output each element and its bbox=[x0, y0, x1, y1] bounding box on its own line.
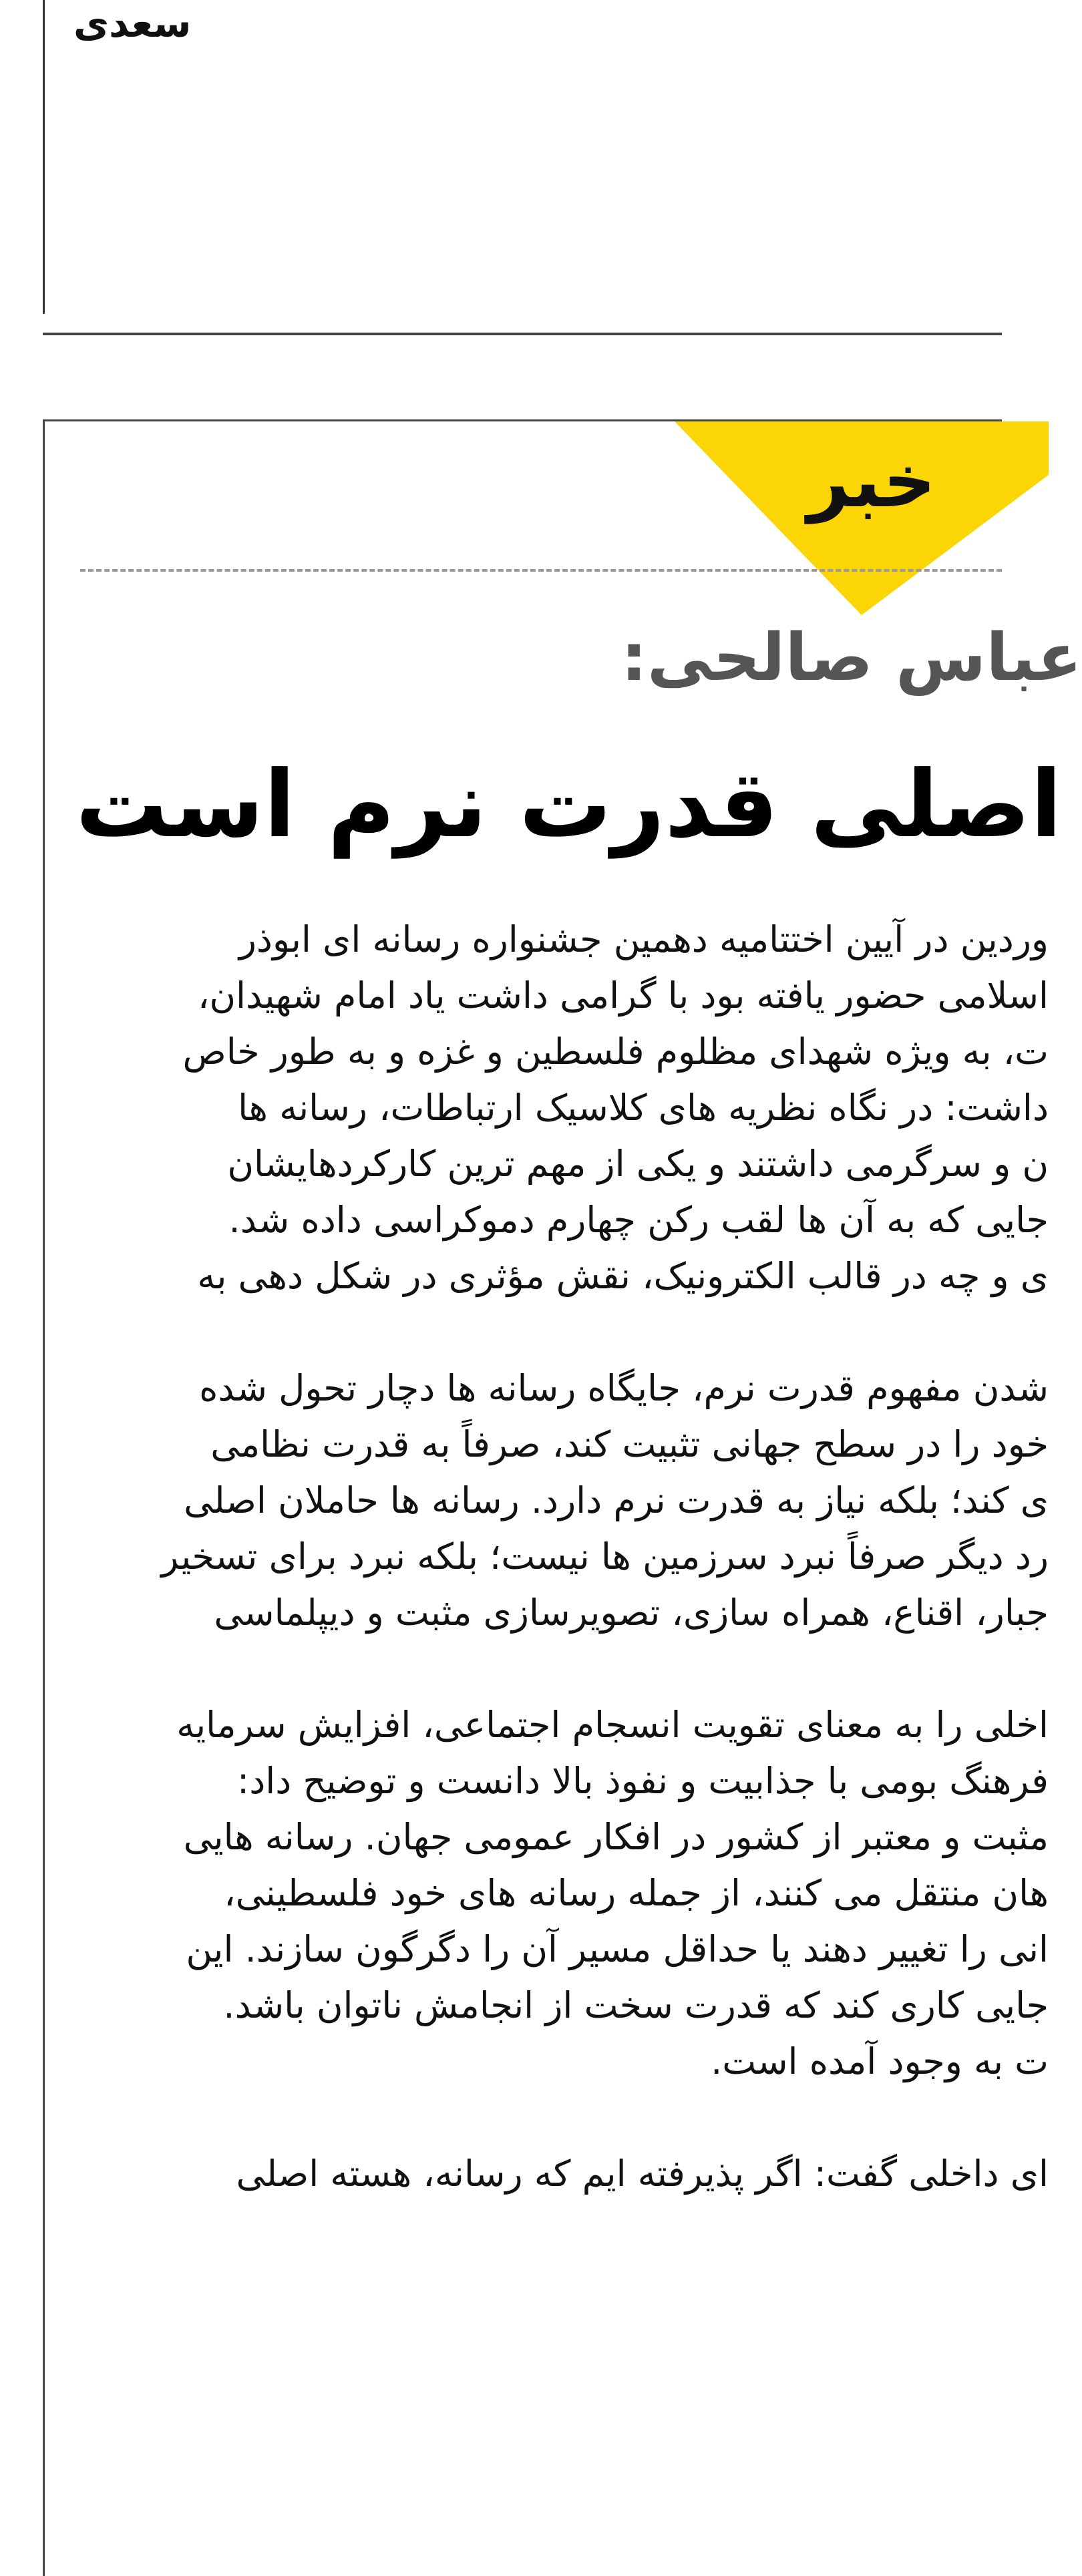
text-line: فرهنگ بومی با جذابیت و نفوذ بالا دانست و توضیح داد: bbox=[237, 1760, 1049, 1802]
text-line: هان منتقل می کنند، از جمله رسانه های خود فلسطینی، bbox=[224, 1872, 1049, 1914]
text-line: ی کند؛ بلکه نیاز به قدرت نرم دارد. رسانه ها حاملان اصلی bbox=[184, 1479, 1049, 1521]
text-line: داشت: در نگاه نظریه های کلاسیک ارتباطات، رسانه ها bbox=[238, 1087, 1049, 1129]
text-line: ت به وجود آمده است. bbox=[711, 2040, 1049, 2082]
text-line: ی و چه در قالب الکترونیک، نقش مؤثری در شکل دهی به bbox=[197, 1255, 1049, 1297]
text-line: انی را تغییر دهند یا حداقل مسیر آن را دگرگون سازند. این bbox=[186, 1928, 1049, 1970]
article-body bbox=[0, 912, 1049, 2258]
paragraph bbox=[0, 2146, 1049, 2202]
news-badge-label: خبر bbox=[807, 438, 936, 524]
text-line: ن و سرگرمی داشتند و یکی از مهم ترین کارکردهایشان bbox=[227, 1143, 1049, 1185]
text-line: رد دیگر صرفاً نبرد سرزمین ها نیست؛ بلکه نبرد برای تسخیر bbox=[161, 1535, 1049, 1578]
article-headline: اصلی قدرت نرم است bbox=[75, 751, 1062, 858]
section-separator bbox=[43, 333, 1002, 335]
text-line: جبار، اقناع، همراه سازی، تصویرسازی مثبت و دیپلماسی bbox=[214, 1592, 1049, 1634]
article-subtitle: عباس صالحی: bbox=[620, 620, 1082, 696]
paragraph bbox=[0, 912, 1049, 1304]
paragraph bbox=[0, 1360, 1049, 1641]
dashed-divider bbox=[80, 569, 1002, 572]
text-line: خود را در سطح جهانی تثبیت کند، صرفاً به قدرت نظامی bbox=[210, 1423, 1049, 1465]
text-line: ای داخلی گفت: اگر پذیرفته ایم که رسانه، هسته اصلی bbox=[236, 2153, 1049, 2195]
text-line: جایی کاری کند که قدرت سخت از انجامش ناتوان باشد. bbox=[223, 1984, 1049, 2026]
text-line: ت، به ویژه شهدای مظلوم فلسطین و غزه و به طور خاص bbox=[182, 1031, 1049, 1073]
text-line: اخلی را به معنای تقویت انسجام اجتماعی، افزایش سرمایه bbox=[176, 1704, 1049, 1746]
paragraph bbox=[0, 1697, 1049, 2090]
previous-article-signature: سعدی bbox=[73, 1, 192, 46]
text-line: وردین در آیین اختتامیه دهمین جشنواره رسانه ای ابوذر bbox=[238, 918, 1049, 960]
text-line: مثبت و معتبر از کشور در افکار عمومی جهان. رسانه هایی bbox=[183, 1816, 1049, 1858]
text-line: جایی که به آن ها لقب رکن چهارم دموکراسی داده شد. bbox=[228, 1199, 1049, 1241]
text-line: شدن مفهوم قدرت نرم، جایگاه رسانه ها دچار تحول شده bbox=[199, 1367, 1049, 1409]
text-line: اسلامی حضور یافته بود با گرامی داشت یاد امام شهیدان، bbox=[197, 974, 1049, 1017]
column-divider bbox=[43, 0, 45, 314]
